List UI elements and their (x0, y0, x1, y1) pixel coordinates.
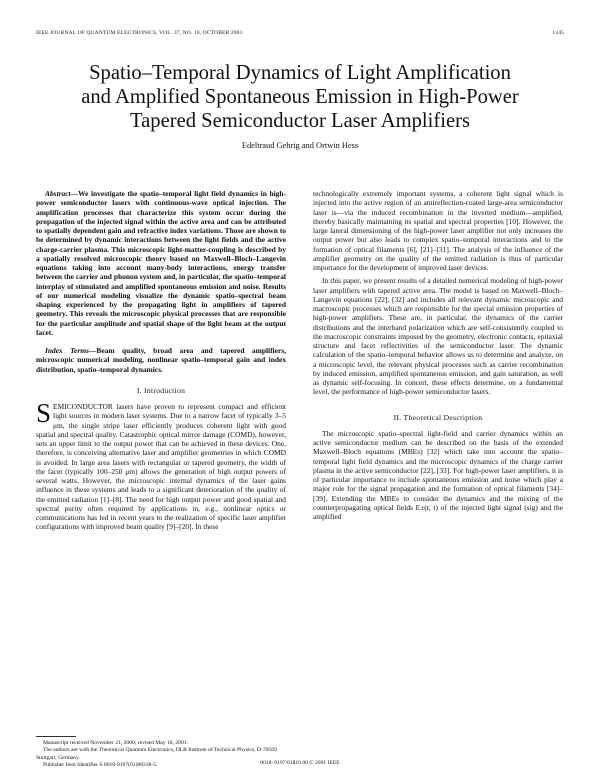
page-number: 1345 (552, 30, 564, 36)
footnote-identifier: Publisher Item Identifier S 0018-9197(01)08338-5. (43, 761, 158, 768)
running-head (36, 30, 564, 40)
footnote-affiliation: The authors are with the Theoretical Quantum Electronics, DLR Institute of Technical Physics, D-70569 Stuttgart, Germany. (36, 747, 277, 761)
right-column (313, 189, 563, 521)
intro-paragraph-2: technologically extremely important systems, a coherent light signal which is injected into the active region of an antireflection-coated large-area semiconductor laser is—via the induced recombination in the inverted medium—amplified, thereby basically maintaining its spatial and spectral properties [10]. However, the large lateral dimensioning of the high-power laser amplifier not only increases the output power but also leads to complex spatio–temporal interactions and to the formation of optical filaments [6], [21]–[31]. The analysis of the influence of the amplifier geometry on the quality of the emitted radiation is thus of particular importance for the development of improved laser devices. (313, 189, 563, 272)
journal-header: IEEE JOURNAL OF QUANTUM ELECTRONICS, VOL. 37, NO. 10, OCTOBER 2001 (36, 30, 243, 36)
section-heading-introduction: I. Introduction (136, 385, 186, 395)
footnote-received: Manuscript received November 21, 2000; revised May 18, 2001. (43, 740, 188, 746)
title-line-1: Spatio–Temporal Dynamics of Light Amplification (89, 62, 511, 84)
abstract (36, 189, 286, 337)
title-line-2: and Amplified Spontaneous Emission in High-Power (81, 86, 519, 108)
index-terms-label: Index Terms— (45, 346, 97, 355)
copyright-line: 0018–9197/01$10.00 © 2001 IEEE (260, 760, 340, 766)
abstract-text: We investigate the spatio–temporal light field dynamics in high-power semiconductor lasers with continuous-wave optical injection. The amplification processes that characterize this system occur during the propagation of the injected signal within the active area and can be attributed to spatially dependent gain and refractive index variations. Those are shown to be determined by dynamic interactions between the light fields and the active charge-carrier plasma. This microscopic light-matter-coupling is described by a spatially resolved microscopic theory based on Maxwell–Bloch–Langevin equations taking into account many-body interactions, energy transfer between the carrier and phonon system and, in particular, the spatio–temporal interplay of stimulated and amplified spontaneous emission and noise. Results of our numerical modeling visualize the dynamic spatio–spectral beam shaping experienced by the propagating light in amplifiers of tapered geometry. This reveals the microscopic physical processes that are responsible for the particular amplitude and spatial shape of the light beam at the output facet. (36, 189, 286, 337)
index-terms-text: Beam quality, broad area and tapered amplifiers, microscopic numerical modeling, nonlinear spatio–temporal gain and index distribution, spatio–temporal dynamics. (36, 346, 286, 374)
authors: Edeltraud Gehrig and Ortwin Hess (241, 141, 359, 150)
section-heading-theory: II. Theoretical Description (393, 412, 483, 422)
title-line-3: Tapered Semiconductor Laser Amplifiers (130, 110, 470, 132)
index-terms (36, 346, 286, 374)
intro-paragraph-1-text: EMICONDUCTOR lasers have proven to represent compact and efficient light sources in modern laser systems. Due to a narrow facet of typically 3–5 μm, the single stripe laser efficiently produces coherent light with good spatial and spectral quality. Catastrophic optical mirror damage (COMD), however, sets an upper limit to the output power that can be achieved in these devices. One, therefore, is conceiving alternative laser and amplifier geometries in which COMD is avoided. In large area lasers with rectangular or tapered geometry, the width of the facet (typically 100–250 μm) allows the generation of high output powers of several watts. However, the microscopic internal dynamics of the laser gains influence in these systems and leads to a significant deterioration of the quality of the emitted radiation [1]–[8]. The need for high output power and good spatial and spectral purity often required by applications in, e.g., nonlinear optics or communications has led in recent years to the realization of specific laser amplifier configurations with improved beam quality [9]–[20]. In these (36, 402, 286, 532)
footnote-rule (36, 736, 76, 737)
intro-paragraph-3: In this paper, we present results of a detailed numerical modeling of high-power laser amplifiers with tapered active area. The model is based on Maxwell–Bloch–Langevin equations [22], [32] and includes all relevant dynamic microscopic and macroscopic processes which are responsible for the special emission properties of high-power amplifiers. These are, in particular, the dynamics of the carrier distributions and the interband polarization which are self-consistently coupled to the macroscopic constraints imposed by the geometry, electronic contacts, epitaxial structure and facet reflectivities of the semiconductor laser. The dynamic calculation of the spatio–temporal behavior allows us to determine and analyze, on a microscopic level, the relevant physical processes such as carrier recombination by induced emission, amplified spontaneous emission, and gain saturation, as well as dynamic self-focusing. In concert, these effects determine, on a fundamental level, the performance of high-power semiconductor lasers. (313, 276, 563, 397)
paper-title (20, 61, 580, 133)
drop-cap: S (36, 398, 52, 428)
intro-paragraph-1 (36, 398, 286, 532)
abstract-label: Abstract— (45, 189, 79, 198)
theory-paragraph-1: The microscopic spatio–spectral light-field and carrier dynamics within an active semiconductor medium can be described on the basis of the extended Maxwell–Bloch equations (MBEs) [32] which take into account the spatio–temporal light field dynamics and the microscopic dynamics of the charge carrier plasma in the active semiconductor [22], [33]. For high-power laser amplifiers, it is of particular importance to include spontaneous emission and noise which play a major role for the signal propagation and the formation of optical filaments [34]–[39]. Extending the MBEs to consider the dynamics and the mixing of the counterpropagating optical fields E±(r, t) of the injected light signal (sig) and the amplified (313, 428, 563, 521)
left-column (36, 189, 286, 532)
